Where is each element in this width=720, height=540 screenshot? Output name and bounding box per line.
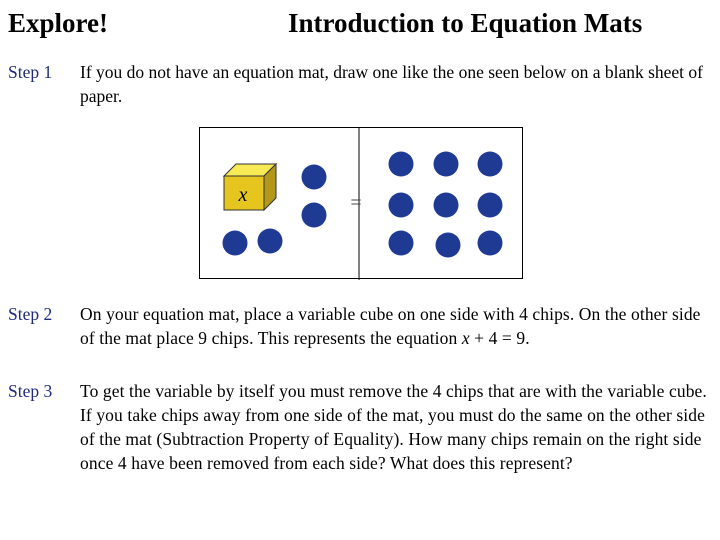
step-2-label: Step 2 [8, 304, 53, 324]
right-chip [478, 152, 503, 177]
left-chip [302, 165, 327, 190]
step-1 [8, 60, 712, 108]
step-2-text-part-b: + 4 = 9. [469, 328, 530, 348]
left-chip [258, 229, 283, 254]
step-2-text-part-a: On your equation mat, place a variable cube on one side with 4 chips. On the other side of the mat place 9 chips. This represents the equation [80, 304, 701, 348]
equals-sign: = [350, 192, 362, 214]
right-chip [436, 233, 461, 258]
right-chip [478, 231, 503, 256]
right-chip [434, 152, 459, 177]
step-3-text: To get the variable by itself you must remove the 4 chips that are with the variable cube. If you take chips away from one side of the mat, you must do the same on the other side of the mat (Subtraction Property of Equality). How many chips remain on the right side once 4 have been removed from each side? What does this represent? [80, 381, 707, 473]
right-chip [389, 231, 414, 256]
equation-mat [199, 127, 523, 279]
equation-variable: x [461, 328, 470, 348]
right-chip [389, 152, 414, 177]
step-2 [8, 302, 712, 350]
right-chip [389, 193, 414, 218]
explore-heading: Explore! [8, 8, 108, 38]
equation-mat-drawing [200, 128, 524, 280]
right-chip [478, 193, 503, 218]
cube-variable-label: x [238, 184, 248, 206]
left-chip [302, 203, 327, 228]
step-1-text: If you do not have an equation mat, draw one like the one seen below on a blank sheet of paper. [80, 62, 704, 106]
step-3 [8, 379, 712, 475]
step-1-label: Step 1 [8, 62, 53, 82]
page-title: Introduction to Equation Mats [288, 8, 643, 38]
step-2-text [80, 302, 712, 350]
right-chip [434, 193, 459, 218]
variable-cube [224, 164, 276, 210]
step-3-label: Step 3 [8, 381, 53, 401]
left-chip [223, 231, 248, 256]
